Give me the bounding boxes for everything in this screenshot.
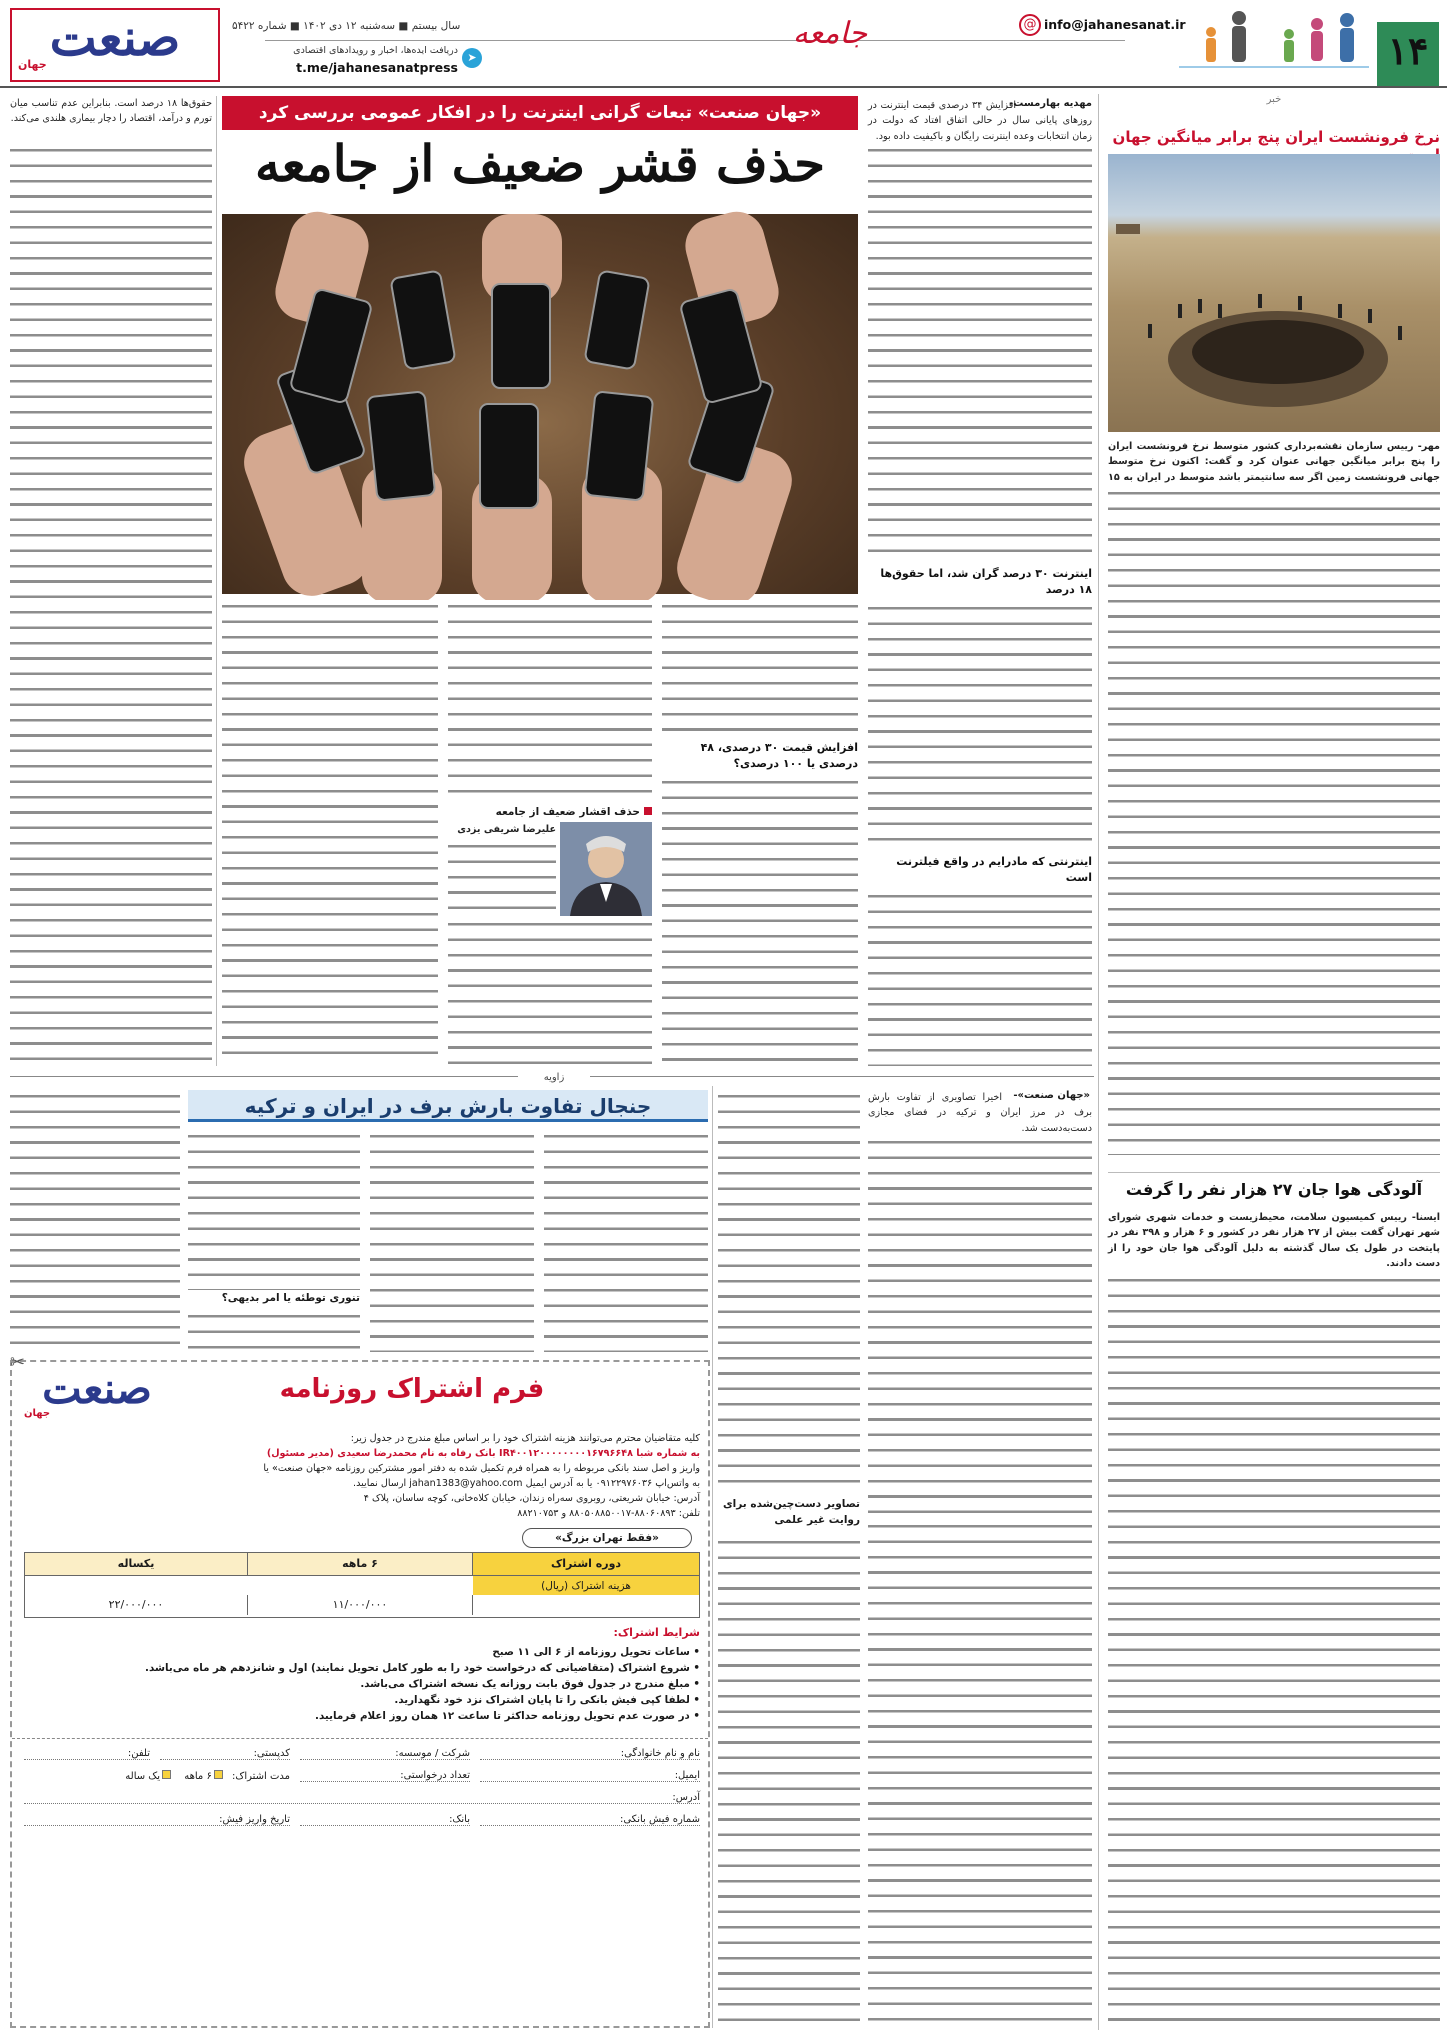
feature-col-2c [448, 918, 652, 1066]
telegram-icon[interactable]: ➤ [462, 48, 482, 68]
ad-body-2: به شماره شبا IR۴۰۰۱۲۰۰۰۰۰۰۰۰۱۶۷۹۶۶۴۸ بانک رفاه به نام محمدرضا سعیدی (مدیر مسئول) [266, 1448, 700, 1459]
field-email[interactable] [480, 1770, 700, 1782]
feature-kicker: «جهان صنعت» تبعات گرانی اینترنت را در افکار عمومی بررسی کرد [222, 96, 858, 130]
snow-col-4 [370, 1130, 534, 1352]
right-column [1108, 94, 1440, 2030]
left-col-body [10, 144, 212, 1066]
ad-logo-text: صنعت [42, 1364, 152, 1413]
pollution-headline: آلودگی هوا جان ۲۷ هزار نفر را گرفت [1125, 1180, 1423, 1199]
subsidence-photo [1108, 154, 1440, 432]
field-duration-label: مدت اشتراک: [232, 1771, 290, 1782]
snow-col-5b [188, 1310, 360, 1352]
author-section-bullet [644, 807, 652, 815]
section-title: جامعه [792, 16, 868, 51]
field-bank-label: بانک: [449, 1814, 470, 1825]
logo-sub: جهان [18, 58, 47, 71]
field-company-label: شرکت / موسسه: [395, 1748, 470, 1759]
feature-col-2b [448, 840, 556, 916]
subscription-ad [10, 1352, 710, 2028]
field-postcode-label: کدپستی: [253, 1748, 290, 1759]
news-headline: نرخ فرونشست ایران پنج برابر میانگین جهان [1112, 128, 1440, 146]
snow-headline: جنجال تفاوت بارش برف در ایران و ترکیه [188, 1090, 708, 1122]
condition-item: • لطفا کپی فیش بانکی را تا پایان اشتراک نزد خود نگهدارید. [394, 1694, 700, 1706]
field-receipt-label: شماره فیش بانکی: [619, 1814, 700, 1825]
ad-address: آدرس: خیابان شریعتی، روبروی سه‌راه زندان، خیابان کلاه‌خانی، کوچه ساسان، پلاک ۴ [363, 1493, 700, 1504]
telegram-handle[interactable]: t.me/jahanesanatpress [296, 60, 458, 75]
scissors-icon: ✂ [10, 1352, 26, 1373]
author-caption: علیرضا شریفی یزدی [457, 824, 556, 835]
masthead [0, 0, 1447, 86]
phones-photo [222, 214, 858, 594]
field-address[interactable] [24, 1792, 700, 1804]
option-1y-label: یک ساله [125, 1771, 161, 1782]
ad-tag: «فقط تهران بزرگ» [522, 1528, 692, 1548]
field-quantity-label: تعداد درخواستی: [400, 1770, 470, 1781]
condition-item: • ساعات تحویل روزنامه از ۶ الی ۱۱ صبح [492, 1646, 700, 1658]
telegram-caption: دریافت ایده‌ها، اخبار و رویدادهای اقتصادی [293, 45, 458, 56]
lead-body-2 [868, 602, 1092, 852]
column-kicker: خبر [1266, 94, 1282, 105]
table-label: هزینه اشتراک (ریال) [473, 1575, 699, 1595]
snow-col-1b [868, 1520, 1092, 2028]
conditions-title: شرایط اشتراک: [613, 1626, 700, 1639]
ad-logo-sub: جهان [24, 1408, 51, 1419]
table-header-6m: ۶ ماهه [248, 1553, 473, 1575]
sub-heading-3: اینترنتی که مادرایم در واقع فیلترنت است [896, 855, 1092, 884]
feature-col-3 [222, 600, 438, 1066]
table-header-1y: یکساله [25, 1553, 248, 1575]
email-text[interactable]: info@jahanesanat.ir [1044, 17, 1186, 32]
ad-title: فرم اشتراک روزنامه [279, 1374, 545, 1404]
option-1y-checkbox[interactable] [162, 1770, 171, 1779]
condition-item: • شروع اشتراک (متقاضیانی که درخواست خود را به طور کامل تحویل نمایند) اول و شانزدهم هر ماه می‌باشد. [145, 1662, 700, 1674]
snow-lead: اخیرا تصاویری از تفاوت بارش برف در مرز ایران و ترکیه در فضای مجازی دست‌به‌دست شد. [868, 1092, 1092, 1134]
subsidence-lead: مهر- رییس سازمان نقشه‌برداری کشور متوسط نرخ فرونشست ایران را پنج برابر میانگین جهانی عنوان کرد و گفت: اکنون نرخ متوسط جهانی فرونشست زمین اگر سه سانتیمتر باشد متوسط در ایران به ۱۵ [1108, 441, 1440, 483]
field-duration [24, 1770, 290, 1782]
condition-item: • در صورت عدم تحویل روزنامه حداکثر تا ساعت ۱۲ همان روز اعلام فرمایید. [315, 1710, 700, 1722]
snow-col-2b [718, 1536, 860, 2028]
sub-heading-1: اینترنت ۳۰ درصد گران شد، اما حقوق‌ها ۱۸ درصد [880, 567, 1092, 596]
sub-heading-2: افزایش قیمت ۳۰ درصدی، ۴۸ درصدی یا ۱۰۰ درصدی؟ [700, 741, 858, 770]
snow-col-1 [868, 1136, 1092, 1516]
author-photo [560, 822, 652, 916]
field-phone-label: تلفن: [127, 1748, 150, 1759]
feature-col-1b [662, 776, 858, 1066]
snow-col-2 [718, 1090, 860, 1490]
pollution-body [1108, 1274, 1440, 2022]
ad-body-1: کلیه متقاضیان محترم می‌توانند هزینه اشتراک خود را بر اساس مبلغ مندرج در جدول زیر: [350, 1433, 700, 1444]
ad-body-4: به واتس‌اپ ۰۹۱۲۲۹۷۶۰۳۶ یا به آدرس ایمیل jahan1383@yahoo.com ارسال نمایید. [353, 1478, 700, 1489]
snow-sub-2: تنوری توطئه یا امر بدیهی؟ [221, 1292, 360, 1304]
field-quantity[interactable] [300, 1770, 470, 1782]
field-email-label: ایمیل: [674, 1770, 700, 1781]
snow-col-3 [544, 1130, 708, 1352]
option-6m-checkbox[interactable] [214, 1770, 223, 1779]
price-table [24, 1552, 700, 1618]
logo [10, 8, 220, 82]
author-section-text: حذف اقشار ضعیف از جامعه [495, 806, 640, 818]
logo-text: صنعت [49, 8, 181, 67]
snow-col-5 [188, 1130, 360, 1290]
field-deposit-date-label: تاریخ واریز فیش: [219, 1814, 290, 1825]
form-cut-line [12, 1738, 708, 1739]
lead-byline: مهدیه بهارمست- [1009, 98, 1092, 109]
snow-col-6 [10, 1090, 180, 1352]
conditions-list [24, 1644, 700, 1724]
lead-body-3 [868, 890, 1092, 1066]
feature-col-2 [448, 600, 652, 796]
zavieh-label: زاویه [518, 1072, 590, 1086]
ad-logo [22, 1364, 172, 1422]
field-name-label: نام و نام خانوادگی: [620, 1748, 700, 1759]
price-1y: ۲۲/۰۰۰/۰۰۰ [25, 1595, 248, 1615]
lead-body [868, 144, 1092, 564]
option-6m-label: ۶ ماهه [184, 1771, 212, 1782]
field-company[interactable] [300, 1748, 470, 1760]
field-postcode[interactable] [160, 1748, 290, 1760]
pollution-lead: ایسنا- رییس کمیسیون سلامت، محیط‌زیست و خدمات شهری شورای شهر تهران گفت بیش از ۲۷ هزار نفر در کشور و ۶ هزار و ۳۹۸ نفر در پایتخت در طول یک سال گذشته به دلیل آلودگی هوا جان خود را از دست دادند. [1108, 1212, 1440, 1270]
issue-line: سال بیستم ■ سه‌شنبه ۱۲ دی ۱۴۰۲ ■ شماره ۵۴۲۲ [232, 20, 461, 32]
subsidence-body [1108, 487, 1440, 1155]
ad-phone: تلفن: ۸۸۰۶۰۸۹۳-۸۸۰۵۰۸۸۵۰۰۱۷ و ۸۸۲۱۰۷۵۳ [517, 1508, 700, 1519]
field-phone[interactable] [24, 1748, 150, 1760]
feature-headline: حذف قشر ضعیف از جامعه [254, 134, 826, 193]
price-6m: ۱۱/۰۰۰/۰۰۰ [248, 1595, 473, 1615]
family-icon [1179, 6, 1369, 78]
snow-byline: «جهان صنعت»- [1013, 1090, 1090, 1101]
field-receipt-no[interactable] [480, 1814, 700, 1826]
snow-sub-3: تصاویر دست‌چین‌شده برای روایت غیر علمی [723, 1498, 860, 1526]
ad-body-3: واریز و اصل سند بانکی مربوطه را به همراه فرم تکمیل شده به دفتر امور مشترکین روزنامه «جهان صنعت» یا [263, 1463, 700, 1474]
email-icon: @ [1019, 14, 1041, 36]
field-deposit-date[interactable] [24, 1814, 290, 1826]
field-name[interactable] [480, 1748, 700, 1760]
subscription-form [24, 1748, 700, 1848]
left-col-opening: حقوق‌ها ۱۸ درصد است. بنابراین عدم تناسب میان تورم و درآمد، اقتصاد را دچار بیماری هلندی می‌کند. [10, 98, 212, 125]
table-header-period: دوره اشتراک [473, 1553, 699, 1575]
condition-item: • مبلغ مندرج در جدول فوق بابت روزانه یک نسخه اشتراک می‌باشد. [360, 1678, 700, 1690]
page-number: ۱۴ [1387, 28, 1429, 73]
field-bank[interactable] [300, 1814, 470, 1826]
lead-text: افزایش ۳۴ درصدی قیمت اینترنت در روزهای پایانی سال در حالی اتفاق افتاد که دولت در زمان انتخابات وعده اینترنت رایگان و باکیفیت داده بود. [868, 100, 1092, 142]
feature-col-1 [662, 600, 858, 736]
field-address-label: آدرس: [672, 1792, 700, 1803]
author-section-label [448, 800, 652, 818]
